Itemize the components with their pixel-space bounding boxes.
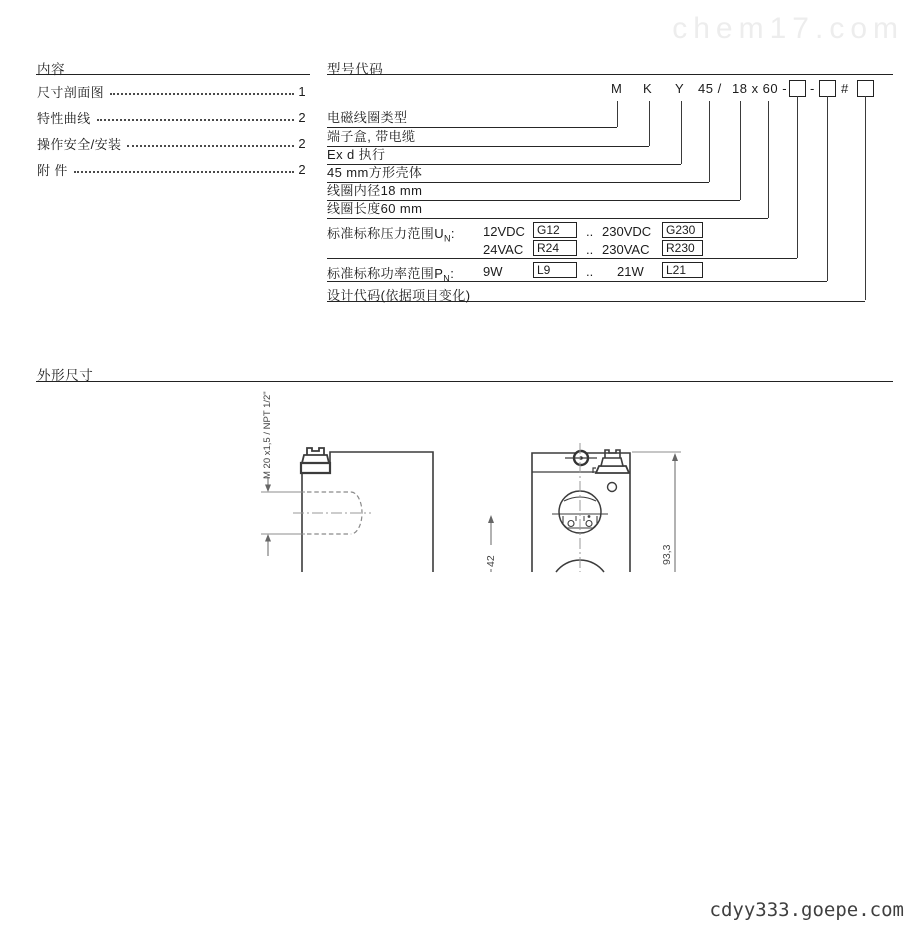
ladder-line-box2: [827, 96, 828, 281]
voltage-code-box: G12: [533, 222, 577, 238]
toc-item: [37, 160, 306, 179]
model-code-title-rule: [327, 74, 893, 75]
code-token-y: Y: [675, 81, 685, 96]
code-blank-box-3: [857, 80, 874, 97]
dimension-42: [485, 515, 497, 572]
code-blank-box-2: [819, 80, 836, 97]
ladder-row-coil-type: 电磁线圈类型: [327, 110, 617, 128]
toc-item: [37, 108, 306, 127]
range-dots: ..: [586, 242, 594, 257]
voltage-value: 230VAC: [602, 242, 650, 257]
watermark-bottom: cdyy333.goepe.com: [709, 899, 904, 921]
code-token-m: M: [611, 81, 623, 96]
housing-outline-side: [330, 452, 433, 572]
design-code-row: [327, 284, 865, 302]
ladder-row-inner-dia: 线圈内径18 mm: [327, 183, 740, 201]
ladder-line-box1: [797, 96, 798, 258]
ladder-row-exd: Ex d 执行: [327, 147, 681, 165]
voltage-code-box: R230: [662, 240, 703, 256]
thread-size-label: M 20 x1,5 / NPT 1/2": [262, 391, 273, 479]
toc-item-label: 操作安全/安装: [37, 137, 122, 152]
toc-title: 内容: [37, 62, 66, 77]
toc-leader-dots: [97, 119, 295, 121]
power-range-row: [327, 262, 827, 282]
ladder-row-coil-length: 线圈长度60 mm: [327, 201, 768, 219]
power-value: 21W: [617, 264, 644, 279]
dim-93-label: 93,3: [661, 544, 673, 565]
range-dots: ..: [586, 224, 594, 239]
voltage-value: 12VDC: [483, 224, 525, 239]
toc-title-rule: [36, 74, 310, 75]
model-code-title: 型号代码: [327, 62, 384, 77]
dimensions-title-rule: [36, 381, 893, 382]
dimension-93-3: [632, 452, 681, 572]
ladder-row-terminal-box: 端子盒, 带电缆: [327, 129, 649, 147]
ladder-line-18: [740, 101, 741, 200]
toc-leader-dots: [74, 171, 295, 173]
dim-arrow-down: [265, 485, 271, 493]
front-view-drawing: [485, 443, 681, 572]
range-dots: ..: [586, 264, 594, 279]
dimensions-title: 外形尺寸: [37, 368, 94, 383]
power-range-label: 标准标称功率范围$P_N$:: [327, 266, 455, 284]
design-code-label: 设计代码(依据项目变化): [327, 288, 471, 303]
ladder-line-y: [681, 101, 682, 164]
voltage-code-box: R24: [533, 240, 577, 256]
ladder-line-60: [768, 101, 769, 218]
toc-leader-dots: [110, 93, 294, 95]
ladder-row-housing: 45 mm方形壳体: [327, 165, 709, 183]
toc-leader-dots: [127, 145, 294, 147]
code-token-45: 45 /: [698, 81, 722, 96]
power-code-box: L21: [662, 262, 703, 278]
ladder-line-m: [617, 101, 618, 127]
voltage-value: 230VDC: [602, 224, 652, 239]
toc-page-number: 2: [298, 136, 306, 151]
dim-arrow-up: [265, 534, 271, 542]
code-token-18x60: 18 x 60 -: [732, 81, 788, 96]
toc-page-number: 2: [298, 162, 306, 177]
toc-item-label: 附 件: [37, 163, 68, 178]
ladder-line-45: [709, 101, 710, 182]
dimension-drawing: [0, 384, 912, 579]
dim-42-label: 42: [485, 555, 497, 567]
cable-gland-side: [301, 448, 330, 473]
power-code-box: L9: [533, 262, 577, 278]
code-separator-hash: #: [841, 81, 849, 96]
power-value: 9W: [483, 264, 503, 279]
watermark-top: chem17.com: [672, 12, 904, 45]
voltage-range-label: 标准标称压力范围$U_N$:: [327, 226, 455, 244]
code-blank-box-1: [789, 80, 806, 97]
ladder-line-box3: [865, 96, 866, 300]
toc-page-number: 2: [298, 110, 306, 125]
voltage-code-box: G230: [662, 222, 703, 238]
toc-item-label: 特性曲线: [37, 111, 91, 126]
code-token-k: K: [643, 81, 653, 96]
side-view-drawing: [261, 391, 433, 572]
code-separator-dash: -: [810, 81, 815, 96]
toc-item: [37, 134, 306, 153]
voltage-value: 24VAC: [483, 242, 524, 257]
toc-item: [37, 82, 306, 101]
voltage-range-row: [327, 221, 797, 259]
toc-item-label: 尺寸剖面图: [37, 85, 105, 100]
ladder-line-k: [649, 101, 650, 146]
vent-hole: [608, 483, 617, 492]
toc-page-number: 1: [298, 84, 306, 99]
